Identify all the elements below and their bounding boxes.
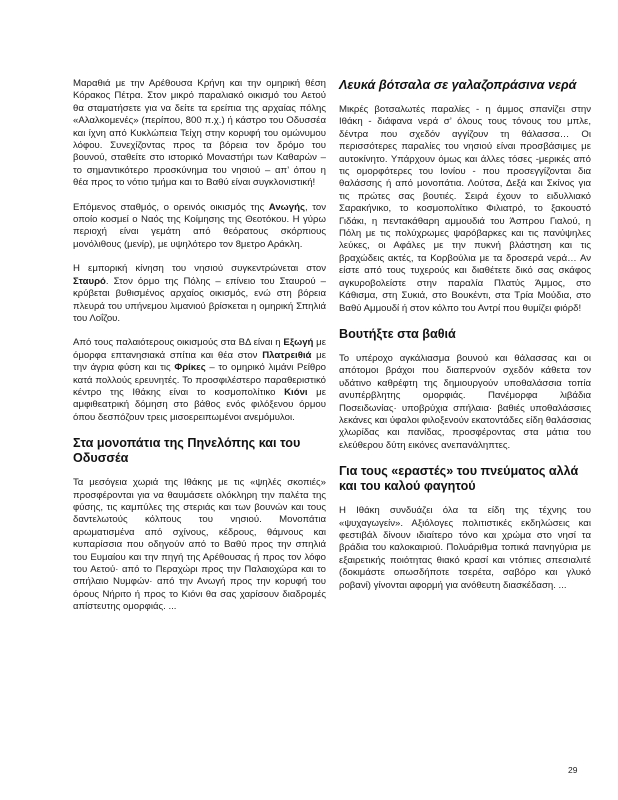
text-run: Η εμπορική κίνηση του νησιού συγκεντρώνεται στον xyxy=(73,263,326,275)
paragraph-beaches: Μικρές βοτσαλωτές παραλίες - η άμμος σπανίζει στην Ιθάκη - διάφανα νερά σ’ όλους τους τόνους του μπλε, δέντρα που σχεδόν αγγίζουν τη θάλασσα… Οι περισσότερες παραλίες του νησιού είναι προσβάσιμες με αυτοκίνητο. Υπάρχουν όμως και άλλες τόσες -μερικές από τις ομορφότερες του Ιονίου - που προσεγγίζονται δια θαλάσσης ή από μονοπάτια. Λούτσα, Δεξά και Σκίνος για τις πρώτες σας βουτιές. Σειρά έχουν το ειδυλλιακό Σαρακήνικο, το κοσμοπολίτικο Φιλιατρό, το ξακουστό Γιδάκι, η πεντακάθαρη αμμουδιά του Άσπρου Γιαλού, η Πόλη με τις πολύχρωμες ψαρόβαρκες και τις πανύψηλες λεύκες, οι Αφάλες με την πυκνή βλάστηση και τις βραχώδεις ακτές, τα Κορβούλια με τα δροσερά νερά… Αν είστε από τους τυχερούς και διαθέτετε δικό σας σκάφος αγκυροβολείστε στην παραλία Πλατύς Άμμος, στο Κάθισμα, στη Συκιά, στο Βουκέντι, στα Τρία Μούδια, στο Βαθύ Αμμουδί ή στον κόλπο του Αντρί που θυμίζει φιόρδ! xyxy=(339,104,591,314)
right-column xyxy=(339,78,591,604)
paragraph-paths: Τα μεσόγεια χωριά της Ιθάκης με τις «ψηλές σκοπιές» προσφέρονται για να θαυμάσετε ολόκληρη την παλέτα της φύσης, τις καμπύλες της στεριάς και των βουνών και τους δαντελωτούς κόλπους του νησιού. Μονοπάτια αρωματισμένα από σχίνους, κέδρους, θάμνους και κυπαρίσσια που οδηγούν από το Βαθύ προς την σπηλιά του Ευμαίου και την πηγή της Αρέθουσας ή προς τον λόφο του Αετού· από το Περαχώρι προς την Παλαιοχώρα και το σπήλαιο Νυμφών· από την Ανωγή προς την κορυφή του όρους Νήριτο ή προς το Κιόνι θα σας χαρίσουν διαδρομές απίστευτης ομορφιάς. ... xyxy=(73,477,326,613)
place-exogi: Εξωγή xyxy=(283,337,314,349)
place-anogi: Ανωγής xyxy=(268,201,305,213)
paragraph-stavros xyxy=(73,263,326,325)
paragraph-culture-food: Η Ιθάκη συνδυάζει όλα τα είδη της τέχνης του «ψυχαγωγείν». Αξιόλογες πολιτιστικές εκδηλώσεις και φεστιβάλ δίνουν ιδιαίτερο τόνο και χρώμα στο νησί τα βράδια του καλοκαιριού. Πολυάριθμα τοπικά πανηγύρια με εξαιρετικής ποιότητας θιακό κρασί και ντόπιες σπεσιαλιτέ (δοκιμάστε οπωσδήποτε τσερέτα, σαβόρο και γλυκό ροβανί) γίνονται αφορμή για ανόθευτη διασκέδαση. ... xyxy=(339,505,591,591)
text-run: . Στον όρμο της Πόλης – επίνειο του Σταυρού – κρύβεται βυθισμένος αρχαίος οικισμός, ενώ στη βόρεια πλευρά του υπήνεμου λιμανιού βρίσκεται η ομηρική Σπηλιά του Λοΐζου. xyxy=(73,275,326,324)
heading-culture-food: Για τους «εραστές» του πνεύματος αλλά και του καλού φαγητού xyxy=(339,464,579,494)
text-run: με όμορφα επτανησιακά σπίτια και θέα στον xyxy=(73,337,326,361)
heading-paths: Στα μονοπάτια της Πηνελόπης και του Οδυσσέα xyxy=(73,436,301,466)
paragraph-aetos: Μαραθιά με την Αρέθουσα Κρήνη και την ομηρική θέση Κόρακος Πέτρα. Στον μικρό παραλιακό οικισμό του Αετού θα σταματήσετε για να δείτε τα ερείπια της αρχαίας πόλης «Αλαλκομενές» (περίπου, 800 π.χ.) ή κάστρο του Οδυσσέα και ίχνη από Κυκλώπεια Τείχη στην κορυφή του ομώνυμου λόφου. Συνεχίζοντας προς τα βόρεια τον δρόμο του βουνού, σταθείτε στο ιστορικό Μοναστήρι των Καθαρών – το σημαντικότερο προσκύνημα του νησιού – απ’ όπου η θέα προς το νότιο τμήμα και το Βαθύ είναι συγκλονιστική! xyxy=(73,78,326,189)
left-column xyxy=(73,78,326,626)
text-run: Επόμενος σταθμός, ο ορεινός οικισμός της xyxy=(73,201,269,213)
paragraph-diving: Το υπέροχο αγκάλιασμα βουνού και θάλασσας και οι απότομοι βράχοι που διαπερνούν σχεδόν κάθετα τον υδάτινο καθρέφτη της δημιουργούν υποθαλάσσια τοπία ανυπέρβλητης ομορφιάς. Πανέμορφα λιβάδια Ποσειδωνίας· υποβρύχια σπήλαια· βαθιές υποθαλάσσιες λεκάνες και ύφαλοι φιλοξενούν εκατοντάδες είδη θαλάσσιας χλωρίδας και πανίδας, προσφέροντας στα μάτια του ελεύθερου δύτη εικόνες ανεπανάληπτες. xyxy=(339,352,591,451)
text-run: με την άγρια φύση και τις xyxy=(73,349,326,374)
text-run: με αμφιθεατρική δόμηση στο βάθος ενός φιλόξενου όρμου όπου δεσπόζουν τρεις μισοερειπωμένοι ανεμόμυλοι. xyxy=(73,386,326,423)
heading-diving: Βουτήξτε στα βαθιά xyxy=(339,326,456,341)
paragraph-anogi xyxy=(73,202,326,252)
text-run: – το ομηρικό λιμάνι Ρείθρο κατά πολλούς ερευνητές. Το προσφιλέστερο παραθεριστικό κέντρο της Ιθάκης είναι το κοσμοπολίτικο xyxy=(73,362,326,398)
place-frikes: Φρίκες xyxy=(174,362,206,374)
page-number: 29 xyxy=(568,765,578,775)
text-run: Από τους παλαιότερους οικισμούς στα ΒΔ είναι η xyxy=(73,337,284,349)
place-stavros: Σταυρό xyxy=(73,275,106,287)
text-run: , τον οποίο κοσμεί ο Ναός της Κοίμησης της Θεοτόκου. Η γύρω περιοχή είναι γεμάτη από θεόρατους σκόρπιους μονόλιθους (μενίρ), με υψηλότερο τον 8μετρο Αράκλη. xyxy=(73,201,326,250)
place-kioni: Κιόνι xyxy=(284,386,308,398)
place-platreithia: Πλατρειθιά xyxy=(262,349,312,361)
heading-beaches: Λευκά βότσαλα σε γαλαζοπράσινα νερά xyxy=(339,78,577,92)
paragraph-exogi xyxy=(73,337,326,424)
